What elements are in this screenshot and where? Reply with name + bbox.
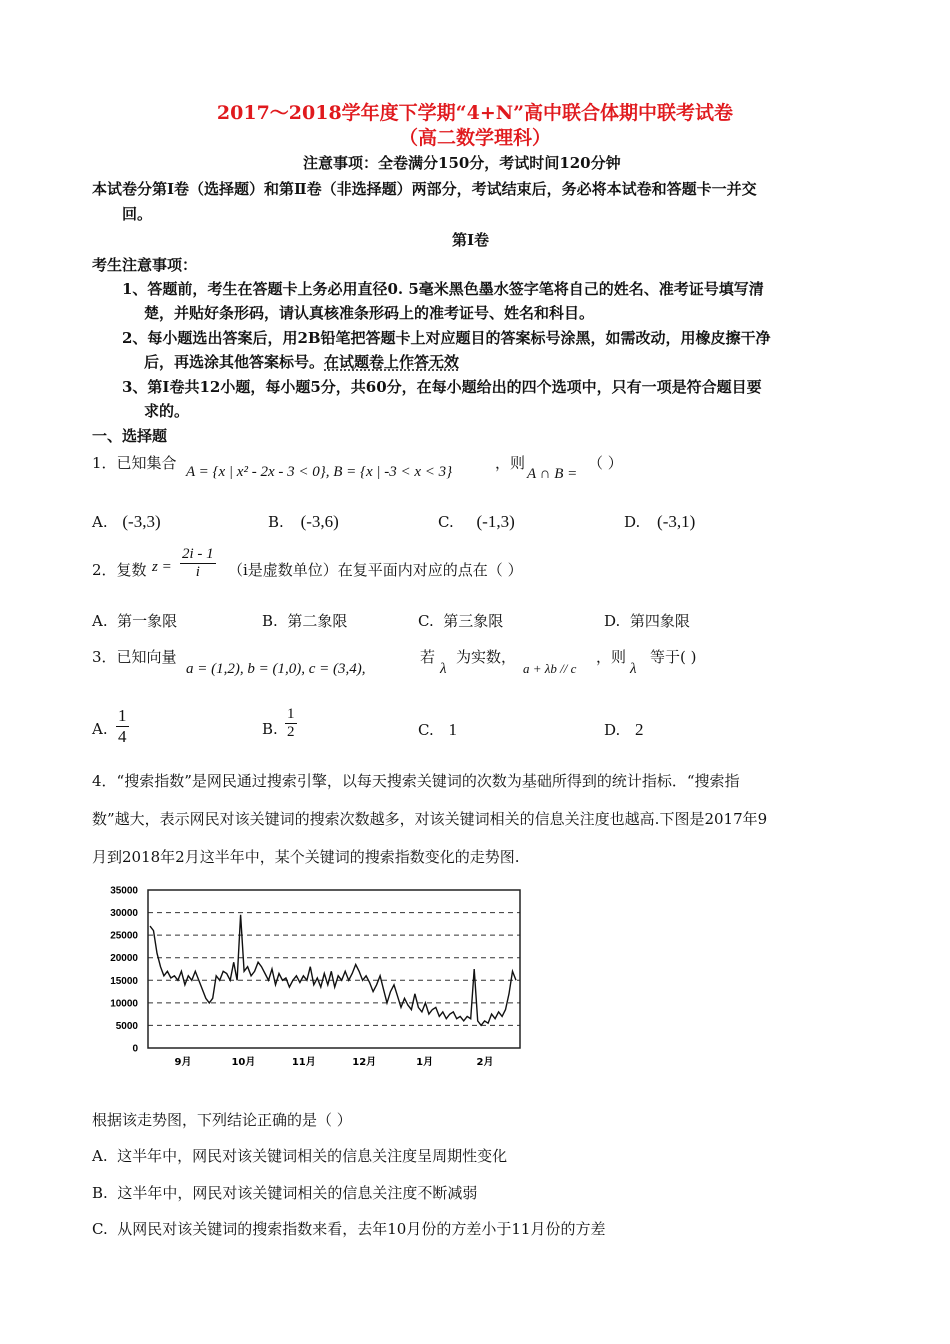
exam-subtitle: （高二数学理科） (398, 127, 551, 149)
fraction-denominator: 2 (287, 724, 295, 740)
option-label: B. (92, 1184, 108, 1202)
q3-option-c (418, 720, 457, 740)
q1-sets-expression: A = {x | x² - 2x - 3 < 0}, B = {x | -3 < x < 3} (186, 464, 453, 480)
note-1-line-2: 楚，并贴好条形码，请认真核准条形码上的准考证号、姓名和科目。 (144, 304, 595, 322)
notes-title: 考生注意事项： (92, 256, 198, 274)
q3-stem: 3．已知向量 (92, 648, 177, 666)
q2-numerator: 2i - 1 (182, 546, 214, 562)
q2-option-d (604, 610, 690, 631)
q4-option-a (92, 1145, 507, 1166)
q4-line-3: 月到2018年2月这半年中，某个关键词的搜索指数变化的走势图. (92, 848, 520, 866)
y-tick-label: 30000 (110, 908, 138, 920)
option-value: 第四象限 (629, 612, 690, 630)
option-label: C. (418, 612, 434, 630)
q1-answer-paren: （ ） (588, 454, 623, 472)
option-value: 第一象限 (117, 612, 178, 630)
chart-grid (148, 913, 520, 1026)
q3-option-b-fraction (285, 706, 297, 741)
q2-option-c (418, 610, 503, 631)
intro-line-1: 本试卷分第Ⅰ卷（选择题）和第Ⅱ卷（非选择题）两部分，考试结束后，务必将本试卷和答题卡一并交 (92, 180, 757, 198)
q3-option-a (92, 720, 108, 738)
q3-lambda-2: λ (630, 661, 637, 677)
option-label: A. (92, 1147, 108, 1165)
option-label: D. (604, 721, 621, 739)
x-axis-labels (175, 1055, 494, 1068)
option-label: A. (92, 612, 108, 630)
q4-line-1: 4．“搜索指数”是网民通过搜索引擎，以每天搜索关键词的次数为基础所得到的统计指标．“搜索指 (92, 772, 740, 790)
note-3-line-1: 3、第Ⅰ卷共12小题，每小题5分，共60分，在每小题给出的四个选项中，只有一项是符合题目要 (122, 378, 762, 396)
q4-option-c (92, 1218, 605, 1239)
q2-option-a (92, 610, 177, 631)
option-label: B. (262, 612, 278, 630)
option-value: (-1,3) (476, 512, 515, 531)
y-axis-labels (110, 886, 138, 1055)
q3-then: ，则 (596, 648, 627, 666)
q1-option-b (268, 512, 339, 532)
option-label: A. (92, 720, 108, 738)
note-1-line-1: 1、答题前，考生在答题卡上务必用直径0. 5毫米黑色墨水签字笔将自己的姓名、准考证号填写清 (122, 280, 764, 298)
y-tick-label: 25000 (110, 930, 138, 942)
q3-option-a-fraction (116, 706, 129, 747)
option-label: C. (418, 721, 434, 739)
y-tick-label: 15000 (110, 975, 138, 987)
option-label: B. (268, 513, 284, 531)
q1-option-a (92, 512, 161, 532)
exam-title: 2017～2018学年度下学期“4+N”高中联合体期中联考试卷 (216, 102, 734, 124)
x-tick-label: 10月 (231, 1057, 256, 1068)
q2-z: z = (152, 559, 172, 575)
option-value: 2 (635, 720, 644, 739)
note-3-line-2: 求的。 (144, 402, 190, 420)
option-label: C. (92, 1220, 108, 1238)
x-tick-label: 1月 (416, 1057, 434, 1068)
q1-option-c (438, 512, 515, 532)
q3-vectors: a = (1,2), b = (1,0), c = (3,4), (186, 661, 366, 677)
q1-intersection: A ∩ B = (527, 466, 578, 482)
option-value: 这半年中，网民对该关键词相关的信息关注度呈周期性变化 (117, 1147, 508, 1165)
part-title: 一、选择题 (92, 427, 168, 445)
search-index-chart (100, 880, 530, 1072)
fraction-numerator: 1 (287, 706, 295, 722)
fraction-numerator: 1 (118, 706, 127, 725)
q3-if: 若 (420, 648, 436, 666)
option-value: (-3,6) (300, 512, 339, 531)
option-label: A. (92, 513, 108, 531)
option-value: (-3,3) (122, 512, 161, 531)
q3-option-b (262, 720, 278, 738)
intro-line-2: 回。 (122, 205, 153, 223)
q3-lambda: λ (440, 661, 447, 677)
note-2-text: 后，再选涂其他答案标号。 (144, 353, 325, 371)
x-tick-label: 9月 (174, 1057, 192, 1068)
q2-denominator: i (195, 564, 200, 580)
q4-option-b (92, 1182, 477, 1203)
option-label: D. (604, 612, 621, 630)
q1-then: ，则 (495, 454, 526, 472)
q1-stem: 1．已知集合 (92, 454, 177, 472)
y-tick-label: 20000 (110, 953, 138, 965)
q3-equals: 等于( ) (650, 648, 697, 666)
y-tick-label: 35000 (110, 885, 138, 897)
q2-rest: （i是虚数单位）在复平面内对应的点在（ ） (228, 561, 523, 579)
option-value: (-3,1) (657, 512, 696, 531)
option-value: 从网民对该关键词的搜索指数来看，去年10月份的方差小于11月份的方差 (117, 1220, 606, 1238)
y-tick-label: 0 (132, 1043, 138, 1055)
chart-frame (148, 890, 520, 1048)
y-tick-label: 10000 (110, 998, 138, 1010)
option-value: 1 (448, 720, 457, 739)
q3-option-d (604, 720, 644, 740)
y-tick-label: 5000 (115, 1020, 138, 1032)
x-tick-label: 12月 (352, 1057, 377, 1068)
exam-notice: 注意事项：全卷满分150分，考试时间120分钟 (303, 154, 621, 172)
section-heading: 第Ⅰ卷 (452, 231, 490, 249)
q3-real: 为实数， (456, 648, 517, 666)
option-value: 第二象限 (287, 612, 348, 630)
option-label: D. (624, 513, 641, 531)
x-tick-label: 2月 (476, 1057, 494, 1068)
q2-option-b (262, 610, 347, 631)
q2-fraction (180, 546, 216, 581)
fraction-denominator: 4 (118, 727, 127, 746)
q4-question: 根据该走势图，下列结论正确的是（ ） (92, 1111, 352, 1129)
note-2-line-1: 2、每小题选出答案后，用2B铅笔把答题卡上对应题目的答案标号涂黑，如需改动，用橡皮擦干净 (122, 329, 771, 347)
option-value: 这半年中，网民对该关键词相关的信息关注度不断减弱 (117, 1184, 478, 1202)
option-label: B. (262, 720, 278, 738)
option-label: C. (438, 513, 454, 531)
q3-condition: a + λb // c (523, 661, 577, 676)
q1-option-d (624, 512, 695, 532)
q2-stem: 2．复数 (92, 561, 147, 579)
note-2-line-2 (144, 351, 459, 372)
q4-line-2: 数”越大，表示网民对该关键词的搜索次数越多，对该关键词相关的信息关注度也越高.下图是2017年9 (92, 810, 768, 828)
search-index-line (150, 915, 516, 1026)
x-tick-label: 11月 (291, 1057, 316, 1068)
option-value: 第三象限 (443, 612, 504, 630)
note-2-emphasis: 在试题卷上作答无效 (324, 353, 460, 371)
